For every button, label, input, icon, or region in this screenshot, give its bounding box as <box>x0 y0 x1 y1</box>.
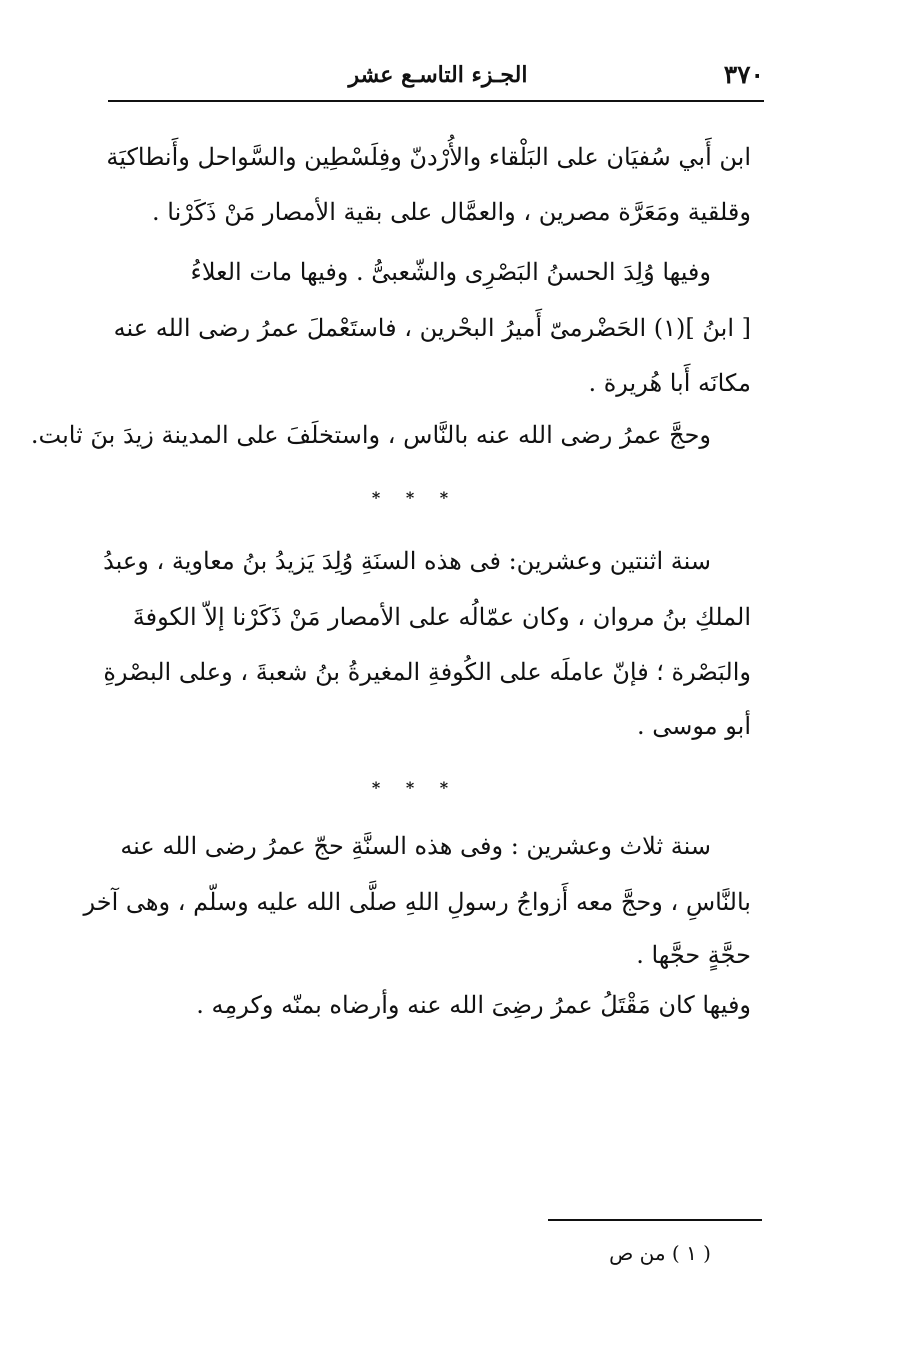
section-separator: * * * <box>371 778 459 797</box>
text-line: وفيها كان مَقْتَلُ عمرُ رضِىَ الله عنه وأرضاه بمنّه وكرمِه . <box>196 991 751 1019</box>
text-line: والبَصْرة ؛ فإنّ عاملَه على الكُوفةِ المغيرةُ بنُ شعبةَ ، وعلى البصْرةِ <box>103 658 751 686</box>
text-line: [ ابنُ ](١) الحَضْرمىّ أَميرُ البحْرين ، فاستَعْملَ عمرُ رضى الله عنه <box>113 314 751 342</box>
running-title: الجـزء التاسـع عشر <box>348 62 528 88</box>
text-line: وقلقية ومَعَرَّة مصرين ، والعمَّال على بقية الأمصار مَنْ ذَكَرْنا . <box>152 198 751 226</box>
text-line: سنة اثنتين وعشرين: فى هذه السنَةِ وُلِدَ يَزيدُ بنُ معاوية ، وعبدُ <box>103 547 711 575</box>
text-line: حجَّةٍ حجَّها . <box>636 941 751 969</box>
text-line: بالنَّاسِ ، وحجَّ معه أَزواجُ رسولِ اللهِ صلَّى الله عليه وسلّم ، وهى آخر <box>83 888 751 916</box>
text-line: مكانَه أَبا هُريرة . <box>588 369 751 397</box>
text-line: الملكِ بنُ مروان ، وكان عمّالُه على الأمصار مَنْ ذَكَرْنا إلاّ الكوفةَ <box>132 603 751 631</box>
text-line: وحجَّ عمرُ رضى الله عنه بالنَّاس ، واستخلَفَ على المدينة زيدَ بنَ ثابت. <box>30 421 711 449</box>
text-line: أبو موسى . <box>637 712 751 740</box>
page-header <box>108 58 764 102</box>
text-line: سنة ثلاث وعشرين : وفى هذه السنَّةِ حجّ عمرُ رضى الله عنه <box>120 832 711 860</box>
page-number: ٣٧٠ <box>723 60 764 89</box>
section-separator: * * * <box>371 488 459 507</box>
text-line: ابن أَبي سُفيَان على البَلْقاء والأُرْدنّ وفِلَسْطِين والسَّواحل وأَنطاكيَة <box>106 143 751 171</box>
header-rule <box>108 100 764 102</box>
text-line: وفيها وُلِدَ الحسنُ البَصْرِى والشّعبىُّ . وفيها مات العلاءُ <box>190 258 711 286</box>
footnote: ( ١ ) من ص <box>609 1241 711 1265</box>
footnote-rule <box>548 1219 762 1221</box>
